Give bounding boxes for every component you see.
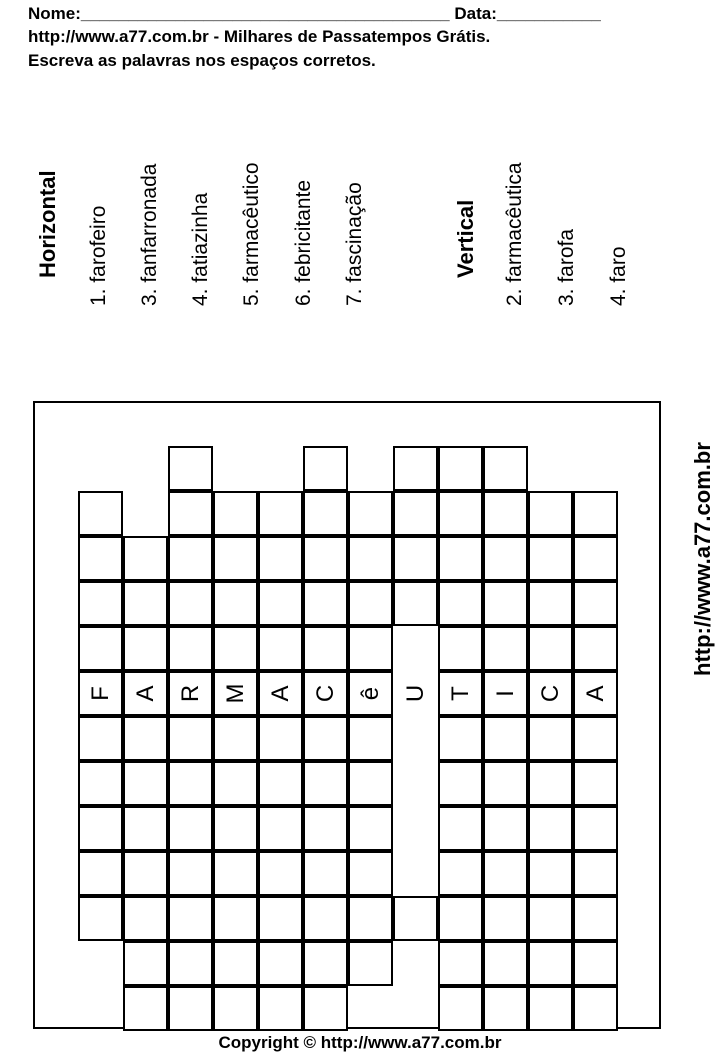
grid-letter: F	[86, 686, 114, 701]
grid-cell[interactable]	[483, 536, 528, 581]
grid-cell[interactable]	[483, 761, 528, 806]
grid-cell[interactable]	[213, 626, 258, 671]
grid-cell[interactable]	[303, 761, 348, 806]
grid-cell[interactable]	[213, 941, 258, 986]
grid-cell[interactable]	[168, 806, 213, 851]
grid-cell[interactable]	[258, 716, 303, 761]
grid-letter: C	[536, 684, 564, 703]
grid-cell[interactable]	[573, 896, 618, 941]
grid-letter: I	[491, 690, 519, 697]
grid-cell[interactable]	[258, 491, 303, 536]
grid-letter: ê	[356, 686, 384, 701]
grid-cell[interactable]	[438, 491, 483, 536]
grid-cell[interactable]	[483, 941, 528, 986]
grid-cell[interactable]	[393, 446, 438, 491]
vertical-title: Vertical	[453, 199, 478, 278]
grid-cell[interactable]	[528, 806, 573, 851]
grid-cell[interactable]	[483, 851, 528, 896]
grid-cell[interactable]	[528, 536, 573, 581]
grid-letter: A	[266, 685, 294, 702]
grid-cell[interactable]	[393, 536, 438, 581]
grid-cell[interactable]	[528, 581, 573, 626]
grid-cell[interactable]	[78, 761, 123, 806]
grid-cell[interactable]	[438, 536, 483, 581]
grid-cell[interactable]	[78, 536, 123, 581]
horizontal-title: Horizontal	[35, 170, 60, 278]
grid-cell[interactable]	[168, 626, 213, 671]
grid-cell[interactable]	[483, 446, 528, 491]
grid-cell[interactable]	[483, 806, 528, 851]
grid-cell[interactable]	[303, 851, 348, 896]
grid-cell[interactable]	[483, 491, 528, 536]
clue-v3: 3. farofa	[555, 228, 578, 306]
clue-h1: 1. farofeiro	[87, 205, 110, 306]
grid-cell[interactable]	[348, 761, 393, 806]
grid-cell[interactable]	[123, 761, 168, 806]
grid-cell[interactable]	[213, 986, 258, 1031]
grid-cell[interactable]	[348, 851, 393, 896]
grid-cell[interactable]	[258, 896, 303, 941]
grid-cell[interactable]	[168, 896, 213, 941]
grid-cell[interactable]	[438, 851, 483, 896]
grid-cell[interactable]	[438, 986, 483, 1031]
grid-cell[interactable]	[438, 716, 483, 761]
grid-cell[interactable]	[213, 896, 258, 941]
grid-cell[interactable]	[168, 491, 213, 536]
grid-cell[interactable]	[78, 896, 123, 941]
grid-cell[interactable]	[303, 716, 348, 761]
grid-cell[interactable]	[123, 581, 168, 626]
grid-cell[interactable]	[123, 941, 168, 986]
grid-cell[interactable]	[393, 581, 438, 626]
grid-cell[interactable]	[438, 941, 483, 986]
grid-cell[interactable]	[168, 716, 213, 761]
grid-cell[interactable]	[258, 536, 303, 581]
grid-letter: C	[311, 684, 339, 703]
grid-cell[interactable]	[393, 491, 438, 536]
grid-cell[interactable]	[123, 986, 168, 1031]
grid-letter: T	[446, 686, 474, 701]
grid-cell[interactable]	[348, 581, 393, 626]
grid-letter: R	[176, 684, 204, 703]
grid-cell[interactable]	[213, 536, 258, 581]
grid-cell[interactable]	[168, 986, 213, 1031]
grid-cell[interactable]	[303, 446, 348, 491]
grid-cell[interactable]	[168, 941, 213, 986]
clue-h5: 5. farmacêutico	[240, 162, 263, 306]
grid-cell[interactable]	[528, 896, 573, 941]
grid-cell[interactable]	[303, 986, 348, 1031]
grid-cell[interactable]	[348, 626, 393, 671]
grid-cell[interactable]	[528, 761, 573, 806]
grid-cell[interactable]	[303, 581, 348, 626]
grid-cell[interactable]	[168, 851, 213, 896]
grid-cell[interactable]	[348, 896, 393, 941]
grid-cell[interactable]	[528, 716, 573, 761]
grid-cell[interactable]	[438, 896, 483, 941]
copyright-footer: Copyright © http://www.a77.com.br	[218, 1033, 502, 1052]
grid-cell[interactable]	[168, 581, 213, 626]
grid-cell[interactable]	[303, 626, 348, 671]
grid-cell[interactable]	[348, 491, 393, 536]
grid-cell[interactable]	[528, 626, 573, 671]
grid-cell[interactable]	[123, 806, 168, 851]
instruction: Escreva as palavras nos espaços corretos.	[28, 51, 376, 70]
grid-cell[interactable]	[573, 806, 618, 851]
grid-cell[interactable]	[258, 806, 303, 851]
grid-cell[interactable]	[168, 536, 213, 581]
grid-cell[interactable]	[483, 716, 528, 761]
grid-cell[interactable]	[528, 851, 573, 896]
grid-cell[interactable]	[213, 581, 258, 626]
grid-cell[interactable]	[213, 716, 258, 761]
grid-cell[interactable]	[573, 581, 618, 626]
grid-cell[interactable]	[573, 851, 618, 896]
grid-cell[interactable]	[123, 896, 168, 941]
grid-cell[interactable]	[168, 446, 213, 491]
grid-cell[interactable]	[348, 806, 393, 851]
grid-cell[interactable]	[483, 896, 528, 941]
grid-cell[interactable]	[258, 986, 303, 1031]
grid-cell[interactable]	[78, 716, 123, 761]
clue-v2: 2. farmacêutica	[503, 162, 526, 306]
grid-cell[interactable]	[168, 761, 213, 806]
grid-cell[interactable]	[483, 626, 528, 671]
grid-cell[interactable]	[123, 626, 168, 671]
site-line: http://www.a77.com.br - Milhares de Passatempos Grátis.	[28, 27, 491, 46]
grid-cell[interactable]	[528, 491, 573, 536]
grid-cell[interactable]	[573, 986, 618, 1031]
grid-cell[interactable]	[573, 626, 618, 671]
grid-cell[interactable]	[573, 941, 618, 986]
grid-letter: A	[581, 685, 609, 702]
clue-h7: 7. fascinação	[343, 182, 366, 306]
grid-cell[interactable]	[123, 716, 168, 761]
grid-cell[interactable]	[528, 986, 573, 1031]
grid-cell[interactable]	[438, 446, 483, 491]
grid-cell[interactable]	[528, 941, 573, 986]
grid-cell[interactable]	[438, 626, 483, 671]
grid-cell[interactable]	[78, 806, 123, 851]
grid-cell[interactable]	[573, 536, 618, 581]
grid-letter: A	[131, 685, 159, 702]
grid-cell[interactable]	[438, 761, 483, 806]
grid-cell[interactable]	[258, 626, 303, 671]
side-url: http://www.a77.com.br	[690, 442, 715, 676]
grid-cell[interactable]	[573, 716, 618, 761]
grid-cell[interactable]	[483, 581, 528, 626]
grid-cell[interactable]	[348, 536, 393, 581]
grid-cell[interactable]	[78, 851, 123, 896]
grid-cell[interactable]	[393, 896, 438, 941]
grid-cell[interactable]	[573, 761, 618, 806]
grid-cell[interactable]	[303, 941, 348, 986]
grid-cell[interactable]	[303, 491, 348, 536]
grid-cell[interactable]	[78, 581, 123, 626]
grid-cell[interactable]	[438, 581, 483, 626]
grid-cell[interactable]	[213, 761, 258, 806]
grid-cell[interactable]	[258, 761, 303, 806]
grid-cell[interactable]	[213, 491, 258, 536]
grid-letter: M	[221, 683, 249, 704]
name-date-line: Nome:_______________________________________ Data:___________	[28, 4, 601, 23]
grid-cell[interactable]	[258, 941, 303, 986]
grid-letter: U	[401, 684, 429, 703]
grid-cell[interactable]	[438, 806, 483, 851]
grid-cell[interactable]	[123, 851, 168, 896]
clue-h4: 4. fatiazinha	[189, 192, 212, 306]
grid-cell[interactable]	[348, 716, 393, 761]
grid-cell[interactable]	[258, 581, 303, 626]
grid-cell[interactable]	[78, 491, 123, 536]
grid-cell[interactable]	[303, 536, 348, 581]
clue-h3: 3. fanfarronada	[138, 163, 161, 306]
grid-cell[interactable]	[213, 806, 258, 851]
grid-cell[interactable]	[348, 941, 393, 986]
clue-h6: 6. febricitante	[292, 179, 315, 306]
grid-cell[interactable]	[303, 806, 348, 851]
grid-cell[interactable]	[78, 626, 123, 671]
grid-cell[interactable]	[573, 491, 618, 536]
grid-cell[interactable]	[123, 536, 168, 581]
grid-cell[interactable]	[483, 986, 528, 1031]
clue-v4: 4. faro	[607, 246, 630, 306]
grid-cell[interactable]	[303, 896, 348, 941]
grid-cell[interactable]	[258, 851, 303, 896]
grid-cell[interactable]	[213, 851, 258, 896]
